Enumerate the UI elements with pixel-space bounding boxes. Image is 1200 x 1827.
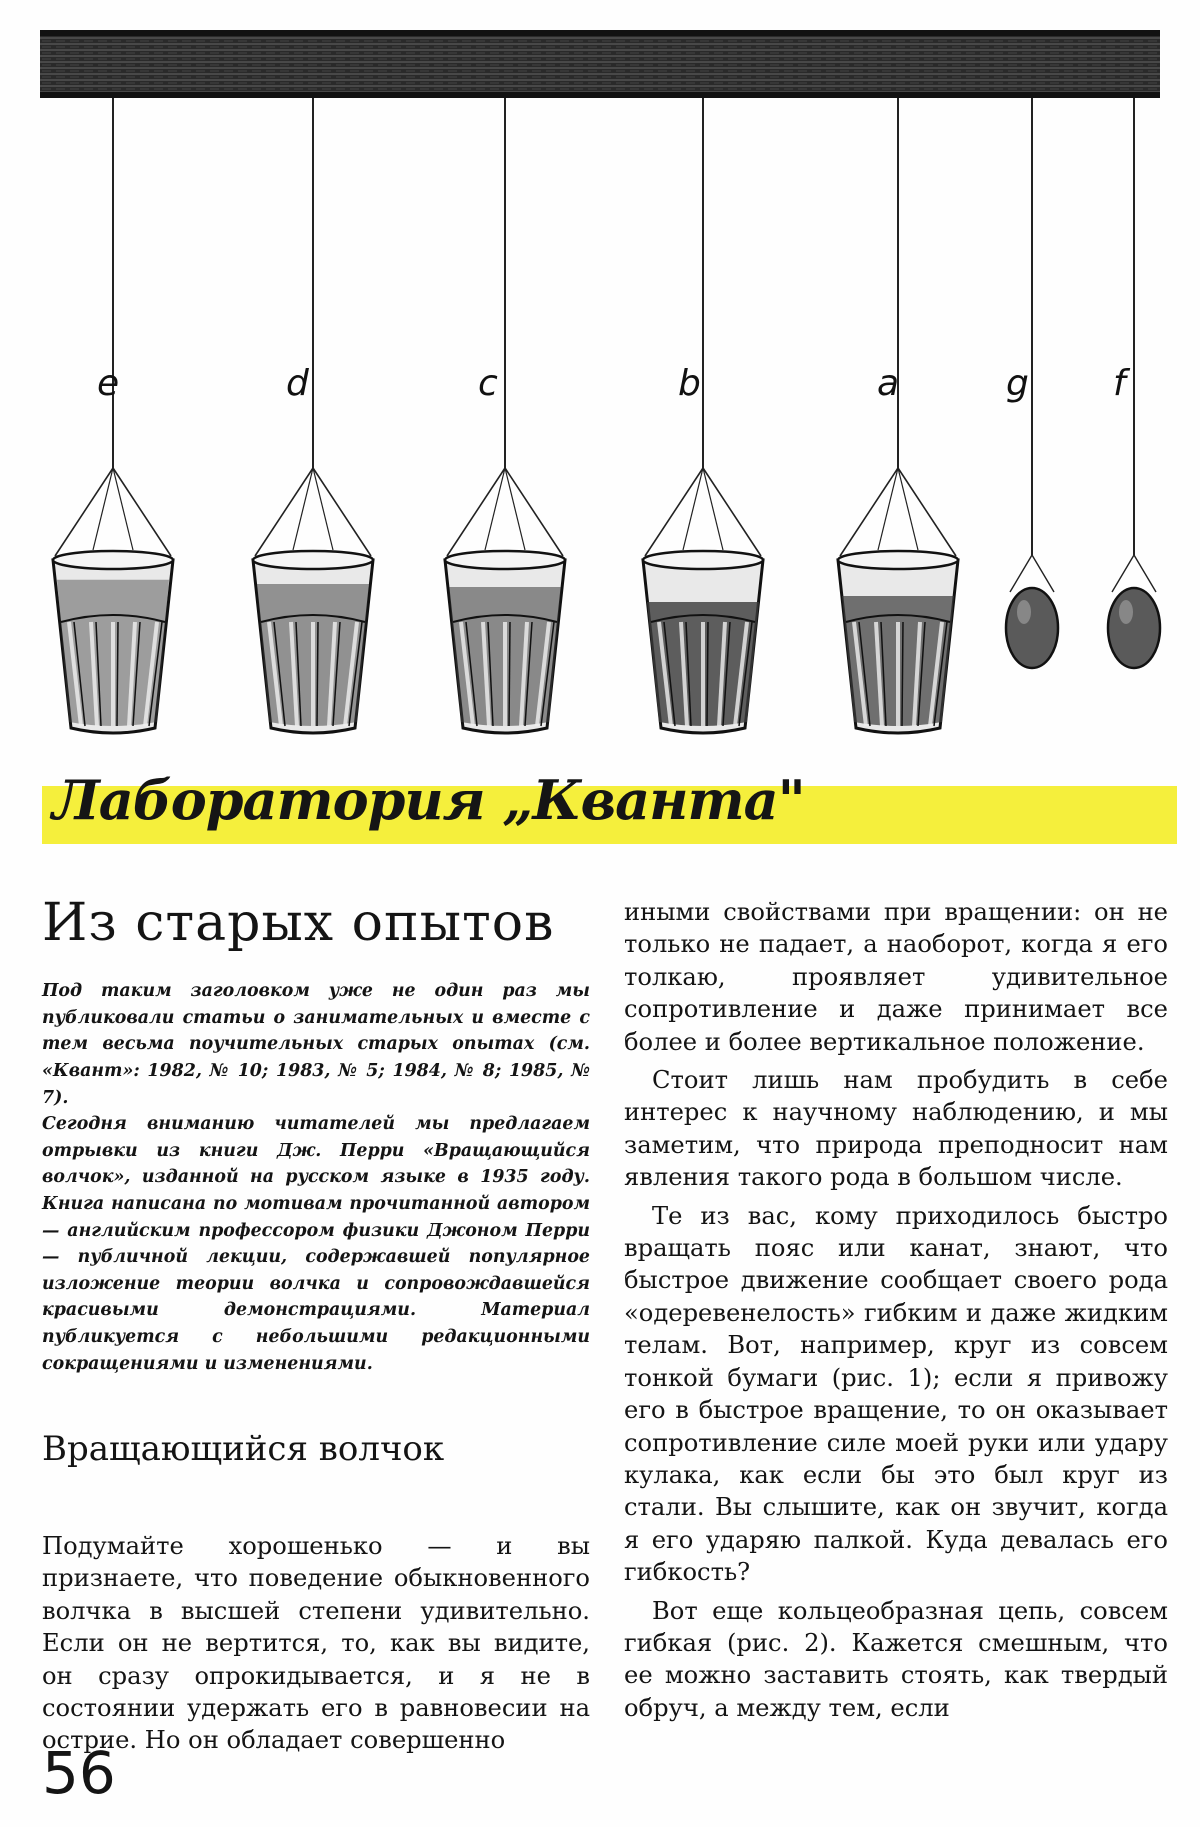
glass-label: e — [97, 363, 120, 404]
right-column — [624, 896, 1168, 1724]
laboratory-banner — [42, 768, 1177, 844]
glass-label: g — [1006, 363, 1029, 404]
section-title: Вращающийся волчок — [42, 1429, 445, 1470]
glass-label: c — [478, 363, 498, 404]
wooden-beam — [40, 30, 1160, 98]
body-paragraph: Вот еще кольцеобразная цепь, совсем гибкая (рис. 2). Кажется смешным, что ее можно заставить стоять, как твердый обруч, а между тем, если — [624, 1596, 1168, 1722]
glass-label: f — [1113, 363, 1126, 404]
hanging-glasses-illustration — [0, 0, 1200, 760]
hanging-glass — [53, 98, 173, 733]
body-paragraph: Те из вас, кому приходилось быстро вращать пояс или канат, знают, что быстрое движение сообщает своего рода «одеревенелость» гибким и даже жидким телам. Вот, например, круг из совсем тонкой бумаги (рис. 1); если я привожу его в быстрое вращение, то он оказывает сопротивление силе моей руки или удару кулака, как если бы это был круг из стали. Вы слышите, как он звучит, когда я его ударяю палкой. Куда девалась его гибкость? — [624, 1201, 1168, 1587]
editorial-intro — [42, 978, 590, 1377]
body-paragraph: Подумайте хорошенько — и вы признаете, что поведение обыкновенного волчка в высшей степени удивительно. Если он не вертится, то, как вы видите, он сразу опрокидывается, и я не в состоянии удержать его в равновесии на острие. Но он обладает совершенно — [42, 1531, 590, 1755]
hanging-glass — [445, 98, 565, 733]
glass-label: a — [877, 363, 900, 404]
body-paragraph: Стоит лишь нам пробудить в себе интерес к научному наблюдению, и мы заметим, что природа преподносит нам явления такого рода в большом числе. — [624, 1066, 1168, 1192]
left-body — [42, 1530, 590, 1757]
body-paragraph: иными свойствами при вращении: он не только не падает, а наоборот, когда я его толкаю, проявляет удивительное сопротивление и даже принимает все более и более вертикальное положение. — [624, 898, 1168, 1056]
hanging-glass — [838, 98, 958, 733]
glass-label: d — [286, 363, 309, 404]
intro-paragraph: Сегодня вниманию читателей мы предлагаем отрывки из книги Дж. Перри «Вращающийся волчок», изданной на русском языке в 1935 году. Книга написана по мотивам прочитанной автором — английским профессором физики Джоном Перри — публичной лекции, содержавшей популярное изложение теории волчка и сопровождавшейся красивыми демонстрациями. Материал публикуется с небольшими редакционными сокращениями и изменениями. — [42, 1114, 590, 1374]
hanging-glass — [253, 98, 373, 733]
right-body — [624, 896, 1168, 1724]
left-column — [42, 895, 590, 1757]
intro-paragraph: Под таким заголовком уже не один раз мы публиковали статьи о занимательных и вместе с тем весьма поучительных старых опытах (см. «Квант»: 1982, № 10; 1983, № 5; 1984, № 8; 1985, № 7). — [42, 981, 590, 1108]
hanging-glass — [643, 98, 763, 733]
page-number: 56 — [42, 1739, 116, 1807]
banner-title: Лаборатория „Кванта" — [52, 768, 805, 832]
article-title: Из старых опытов — [42, 893, 555, 953]
glass-label: b — [678, 363, 701, 404]
